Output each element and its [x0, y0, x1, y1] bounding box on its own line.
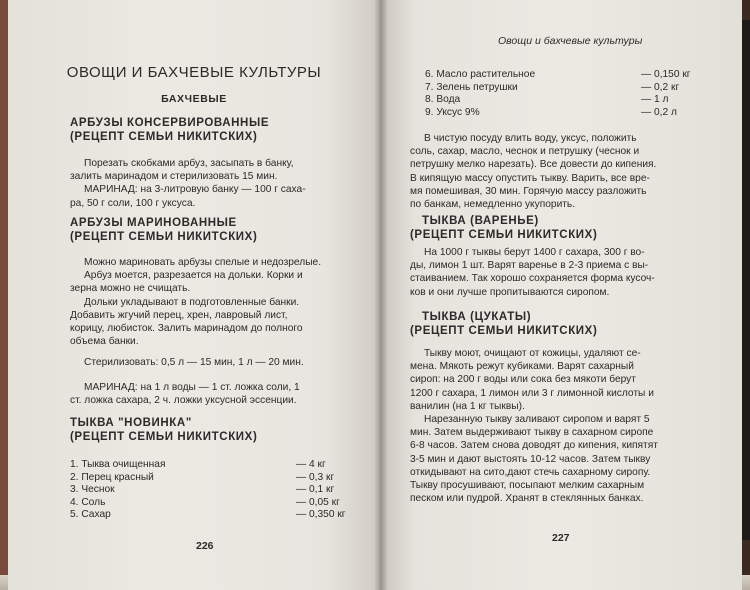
ingredient-row: [70, 497, 360, 510]
text-line: откидывают на сито,дают стечь сахарному сиропу.: [410, 466, 651, 478]
ingredient-qty: — 4 кг: [296, 459, 326, 470]
ingredient-name: 1. Тыква очищенная: [70, 459, 166, 470]
ingredient-row: [70, 509, 360, 522]
text-line: сироп: на 200 г воды или сока без мякоти берут: [410, 374, 636, 386]
text-line: МАРИНАД: на 1 л воды — 1 ст. ложка соли, 1: [84, 382, 300, 393]
ingredient-row: [70, 484, 360, 497]
recipe-pumpkin-jam: [410, 214, 710, 242]
ingredient-name: 4. Соль: [70, 496, 106, 508]
text-line: ст. ложка сахара, 2 ч. ложки уксусной эссенции.: [70, 395, 297, 407]
text-line: Можно мариновать арбузы спелые и недозрелые.: [84, 257, 322, 268]
recipe-subheading: (РЕЦЕПТ СЕМЬИ НИКИТСКИХ): [410, 229, 598, 241]
text-line: мя помешивая, 30 мин. Горячую массу разложить: [410, 185, 647, 197]
recipe-subheading: (РЕЦЕПТ СЕМЬИ НИКИТСКИХ): [70, 431, 258, 443]
recipe-subheading: (РЕЦЕПТ СЕМЬИ НИКИТСКИХ): [70, 131, 258, 143]
recipe-heading: ТЫКВА (ВАРЕНЬЕ): [422, 215, 539, 227]
ingredient-qty: — 0,1 кг: [296, 484, 335, 496]
page-number: 226: [196, 540, 214, 552]
text-line: петрушку мелко нарезать). Все довести до кипения.: [410, 159, 657, 171]
text-line: зерна можно не счищать.: [70, 283, 191, 295]
left-page: [8, 0, 380, 590]
instructions-text: [410, 132, 710, 211]
text-line: корицу, любисток. Залить маринадом до полного: [70, 323, 303, 335]
marinade-note: [70, 381, 365, 407]
ingredient-qty: — 1 л: [641, 94, 669, 106]
ingredient-row: [70, 472, 360, 485]
ingredient-qty: — 0,2 л: [641, 106, 677, 118]
ingredient-qty: — 0,2 кг: [641, 81, 680, 93]
text-line: ра, 50 г соли, 100 г уксуса.: [70, 197, 196, 209]
ingredient-row: [425, 82, 705, 95]
book-gutter: [374, 0, 388, 590]
recipe-watermelon-canned: [70, 116, 365, 144]
text-line: песком или пудрой. Хранят в стеклянных банках.: [410, 493, 644, 505]
text-line: 6-8 часов. Затем снова доводят до кипения, кипятят: [410, 440, 658, 452]
recipe-text: [410, 246, 710, 299]
recipe-text: [410, 347, 710, 505]
text-line: мин. Затем выдерживают тыкву в сахарном сиропе: [410, 427, 654, 439]
ingredient-name: 5. Сахар: [70, 509, 111, 521]
recipe-heading: ТЫКВА "НОВИНКА": [70, 417, 192, 429]
ingredient-list: [70, 459, 360, 522]
recipe-text: [70, 256, 365, 348]
text-line: Порезать скобками арбуз, засыпать в банку,: [84, 158, 294, 169]
ingredient-name: 8. Вода: [425, 94, 461, 106]
text-line: 1200 г сахара, 1 лимон или 3 г лимонной кислоты и: [410, 387, 654, 399]
book-spine-edge: [742, 20, 750, 540]
ingredient-row: [425, 69, 705, 82]
running-head: Овощи и бахчевые культуры: [498, 35, 643, 47]
text-line: Добавить жгучий перец, хрен, лавровый лист,: [70, 309, 288, 321]
ingredient-qty: — 0,150 кг: [641, 69, 691, 80]
ingredient-qty: — 0,350 кг: [296, 509, 346, 521]
text-line: ванилин (на 1 кг тыквы).: [410, 400, 525, 412]
text-line: ды, лимон 1 шт. Варят варенье в 2-3 приема с вы-: [410, 260, 649, 272]
recipe-text: [70, 157, 365, 210]
text-line: МАРИНАД: на 3-литровую банку — 100 г саха-: [84, 184, 306, 196]
text-line: В кипящую массу опустить тыкву. Варить, все вре-: [410, 172, 650, 184]
ingredient-qty: — 0,05 кг: [296, 496, 340, 508]
recipe-heading: АРБУЗЫ МАРИНОВАННЫЕ: [70, 217, 237, 229]
text-line: Стерилизовать: 0,5 л — 15 мин, 1 л — 20 мин.: [84, 357, 304, 368]
text-line: На 1000 г тыквы берут 1400 г сахара, 300 г во-: [424, 247, 645, 258]
text-line: 3-5 мин и дают выстоять 10-12 часов. Затем тыкву: [410, 453, 651, 465]
recipe-heading: АРБУЗЫ КОНСЕРВИРОВАННЫЕ: [70, 117, 270, 129]
text-line: Арбуз моется, разрезается на дольки. Корки и: [84, 270, 303, 282]
text-line: соль, сахар, масло, чеснок и петрушку (чеснок и: [410, 146, 640, 158]
section-subtitle: БАХЧЕВЫЕ: [161, 93, 227, 105]
right-page: [380, 0, 742, 590]
ingredient-row: [425, 94, 705, 107]
text-line: Тыкву просушивают, посыпают мелким сахарным: [410, 480, 645, 492]
recipe-watermelon-marinated: [70, 216, 365, 244]
recipe-pumpkin-candied: [410, 310, 710, 338]
sterilization-note: [70, 356, 365, 369]
text-line: по банкам, немедленно укупорить.: [410, 199, 576, 211]
text-line: стаиванием. Так хорошо сохраняется форма кусоч-: [410, 273, 655, 285]
ingredient-name: 6. Масло растительное: [425, 69, 536, 80]
text-line: Дольки укладывают в подготовленные банки.: [84, 296, 300, 308]
ingredient-name: 2. Перец красный: [70, 471, 154, 483]
text-line: Нарезанную тыкву заливают сиропом и варят 5: [424, 414, 650, 426]
ingredient-list: [425, 69, 705, 119]
page-number: 227: [552, 532, 570, 544]
text-line: залить маринадом и стерилизовать 15 мин.: [70, 171, 278, 183]
ingredient-name: 3. Чеснок: [70, 484, 115, 496]
text-line: объема банки.: [70, 336, 139, 348]
recipe-heading: ТЫКВА (ЦУКАТЫ): [422, 311, 532, 323]
ingredient-qty: — 0,3 кг: [296, 471, 335, 483]
recipe-pumpkin-novinka: [70, 416, 365, 444]
text-line: ков и они лучше пропитываются сиропом.: [410, 286, 610, 298]
text-line: Тыкву моют, очищают от кожицы, удаляют се-: [424, 348, 641, 359]
text-line: мена. Мякоть режут кубиками. Варят сахарный: [410, 361, 634, 373]
ingredient-row: [70, 459, 360, 472]
text-line: В чистую посуду влить воду, уксус, положить: [424, 133, 637, 144]
ingredient-name: 9. Уксус 9%: [425, 106, 480, 118]
recipe-subheading: (РЕЦЕПТ СЕМЬИ НИКИТСКИХ): [410, 325, 598, 337]
recipe-subheading: (РЕЦЕПТ СЕМЬИ НИКИТСКИХ): [70, 231, 258, 243]
ingredient-row: [425, 107, 705, 120]
page-title: ОВОЩИ И БАХЧЕВЫЕ КУЛЬТУРЫ: [66, 64, 322, 81]
ingredient-name: 7. Зелень петрушки: [425, 81, 518, 93]
